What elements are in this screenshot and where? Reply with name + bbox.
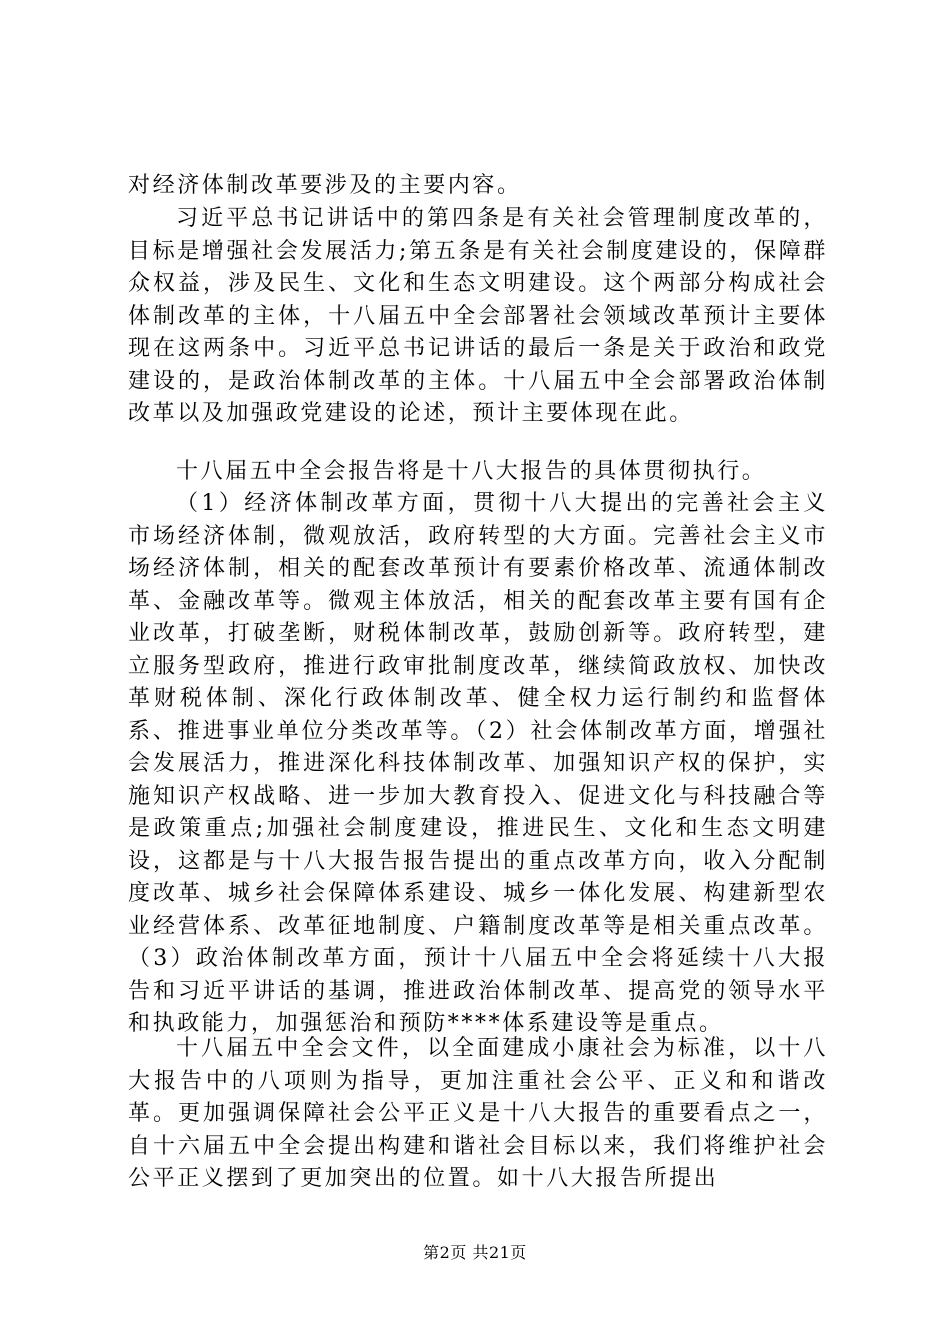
- paragraph-social-fairness: 十八届五中全会文件，以全面建成小康社会为标准，以十八大报告中的八项则为指导，更加注重社会公平、正义和和谐改革。更加强调保障社会公平正义是十八大报告的重要看点之一，自十六届五中全会提出构建和谐社会目标以来，我们将维护社会公平正义摆到了更加突出的位置。如十八大报告所提出: [128, 1036, 828, 1191]
- page-footer: 第2页 共21页: [423, 1243, 527, 1262]
- paragraph-speech-points: 习近平总书记讲话中的第四条是有关社会管理制度改革的，目标是增强社会发展活力;第五条是有关社会制度建设的，保障群众权益，涉及民生、文化和生态文明建设。这个两部分构成社会体制改革的主体，十八届五中全会部署社会领域改革预计主要体现在这两条中。习近平总书记讲话的最后一条是关于政治和政党建设的，是政治体制改革的主体。十八届五中全会部署政治体制改革以及加强政党建设的论述，预计主要体现在此。: [128, 206, 828, 426]
- paragraph-reform-directions: （1）经济体制改革方面，贯彻十八大提出的完善社会主义市场经济体制，微观放活，政府转型的大方面。完善社会主义市场经济体制，相关的配套改革预计有要素价格改革、流通体制改革、金融改革等。微观主体放活，相关的配套改革主要有国有企业改革，打破垄断，财税体制改革，鼓励创新等。政府转型，建立服务型政府，推进行政审批制度改革，继续简政放权、加快改革财税体制、深化行政体制改革、健全权力运行制约和监督体系、推进事业单位分类改革等。（2）社会体制改革方面，增强社会发展活力，推进深化科技体制改革、加强知识产权的保护，实施知识产权战略、进一步加大教育投入、促进文化与科技融合等是政策重点;加强社会制度建设，推进民生、文化和生态文明建设，这都是与十八大报告报告提出的重点改革方向，收入分配制度改革、城乡社会保障体系建设、城乡一体化发展、构建新型农业经营体系、改革征地制度、户籍制度改革等是相关重点改革。（3）政治体制改革方面，预计十八届五中全会将延续十八大报告和习近平讲话的基调，推进政治体制改革、提高党的领导水平和执政能力，加强惩治和预防****体系建设等是重点。: [128, 491, 828, 1036]
- paragraph-continuation: 对经济体制改革要涉及的主要内容。: [128, 173, 522, 198]
- paragraph-report-summary: 十八届五中全会报告将是十八大报告的具体贯彻执行。: [176, 459, 767, 484]
